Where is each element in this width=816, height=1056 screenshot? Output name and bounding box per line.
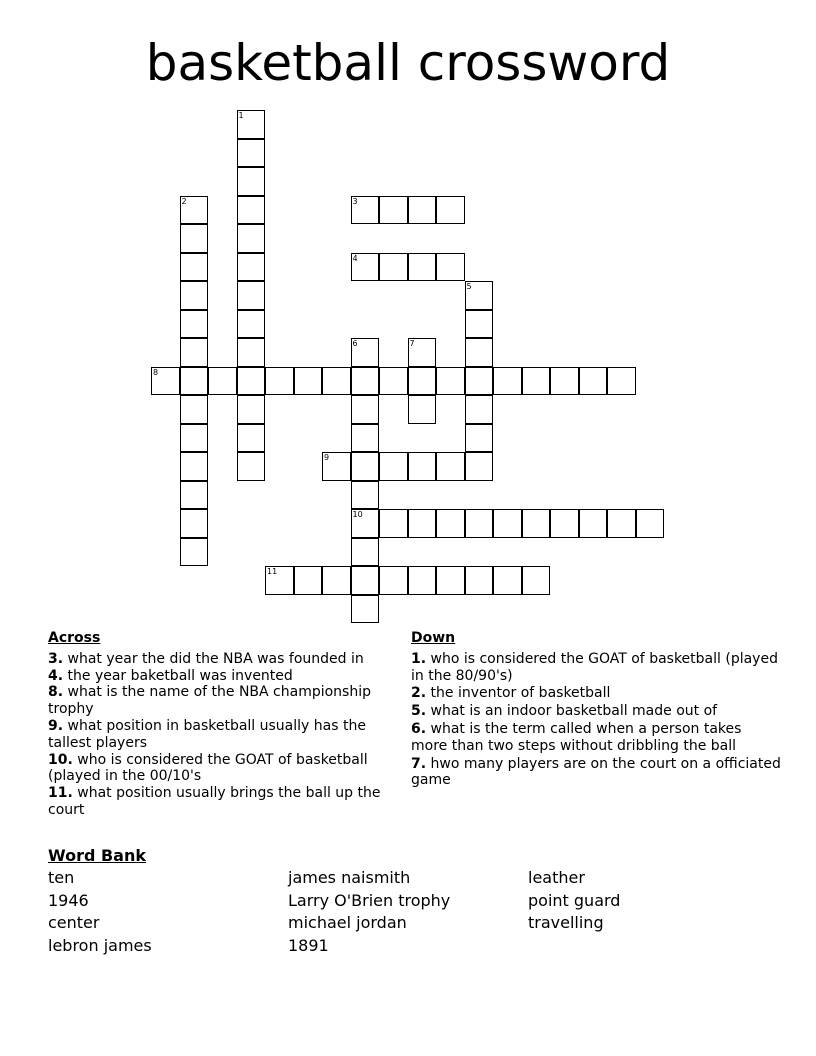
clue-across-10: 10. who is considered the GOAT of basketball (played in the 00/10's [48,751,368,785]
grid-cell[interactable] [237,424,266,453]
clue-number: 6 [352,339,358,348]
grid-cell[interactable] [351,424,380,453]
grid-cell[interactable] [379,452,408,481]
grid-cell[interactable] [579,367,608,396]
word-bank-item: 1946 [48,890,89,910]
clue-number: 7 [409,339,415,348]
grid-cell[interactable] [180,395,209,424]
word-bank-item: james naismith [288,868,411,887]
grid-cell[interactable] [465,310,494,339]
grid-cell[interactable] [379,196,408,225]
grid-cell[interactable] [351,452,380,481]
clue-down-1: 1. who is considered the GOAT of basketball (played in the 80/90's) [411,650,778,684]
word-bank-item: lebron james [48,936,152,956]
grid-cell[interactable] [180,196,209,225]
clue-across-8: 8. what is the name of the NBA championship trophy [48,684,371,718]
grid-cell[interactable] [493,367,522,396]
grid-cell[interactable] [294,367,323,396]
clue-number: 2 [181,196,187,206]
grid-cell[interactable] [379,509,408,538]
grid-cell[interactable] [351,253,380,282]
grid-cell[interactable] [208,367,237,396]
down-clues [411,630,781,790]
grid-cell[interactable] [436,452,465,481]
across-heading: Across [48,630,101,646]
grid-cell[interactable] [237,196,266,225]
grid-cell[interactable] [408,253,437,282]
grid-cell[interactable] [351,509,380,538]
clue-across-4: 4. the year baketball was invented [48,667,293,684]
grid-cell[interactable] [493,566,522,595]
grid-cell[interactable] [522,566,551,595]
word-bank-item: michael jordan [288,913,407,933]
grid-cell[interactable] [522,367,551,396]
word-bank-item: point guard [528,890,621,910]
grid-cell[interactable] [436,253,465,282]
grid-cell[interactable] [237,139,266,168]
clue-number: 8 [153,367,159,377]
grid-cell[interactable] [180,481,209,510]
word-bank-item: leather [528,868,585,887]
grid-cell[interactable] [550,509,579,538]
grid-cell[interactable] [351,338,380,367]
grid-cell[interactable] [322,452,351,481]
clue-down-2: 2. the inventor of basketball [411,685,611,702]
word-bank-item: travelling [528,913,604,933]
grid-cell[interactable] [180,310,209,339]
grid-cell[interactable] [237,395,266,424]
grid-cell[interactable] [180,452,209,481]
grid-cell[interactable] [465,509,494,538]
grid-cell[interactable] [436,196,465,225]
clue-number: 3 [352,196,358,206]
word-bank-item: center [48,913,100,933]
grid-cell[interactable] [436,509,465,538]
grid-cell[interactable] [465,338,494,367]
grid-cell[interactable] [322,367,351,396]
clue-number: 10 [352,510,363,519]
grid-cell[interactable] [379,367,408,396]
grid-cell[interactable] [180,538,209,567]
grid-cell[interactable] [607,367,636,396]
grid-cell[interactable] [408,338,437,367]
grid-cell[interactable] [237,224,266,253]
grid-cell[interactable] [351,367,380,396]
grid-cell[interactable] [408,452,437,481]
clue-down-7: 7. hwo many players are on the court on a officiated game [411,755,781,789]
grid-cell[interactable] [522,509,551,538]
word-bank-item: 1891 [288,936,329,956]
grid-cell[interactable] [237,281,266,310]
grid-cell[interactable] [408,566,437,595]
grid-cell[interactable] [180,367,209,396]
grid-cell[interactable] [465,424,494,453]
grid-cell[interactable] [465,367,494,396]
clue-down-5: 5. what is an indoor basketball made out of [411,703,718,720]
grid-cell[interactable] [265,367,294,396]
across-clues [48,630,398,819]
grid-cell[interactable] [436,566,465,595]
grid-cell[interactable] [550,367,579,396]
clue-down-6: 6. what is the term called when a person takes more than two steps without dribbling the ball [411,720,742,754]
clue-across-3: 3. what year the did the NBA was founded in [48,650,364,667]
grid-cell[interactable] [351,395,380,424]
grid-cell[interactable] [493,509,522,538]
grid-cell[interactable] [636,509,665,538]
grid-cell[interactable] [237,110,266,139]
grid-cell[interactable] [436,367,465,396]
grid-cell[interactable] [579,509,608,538]
grid-cell[interactable] [294,566,323,595]
grid-cell[interactable] [180,424,209,453]
grid-cell[interactable] [237,338,266,367]
grid-cell[interactable] [465,281,494,310]
grid-cell[interactable] [351,538,380,567]
clue-across-11: 11. what position usually brings the ball up the court [48,785,381,818]
grid-cell[interactable] [237,253,266,282]
grid-cell[interactable] [237,167,266,196]
grid-cell[interactable] [379,566,408,595]
grid-cell[interactable] [351,481,380,510]
grid-cell[interactable] [237,310,266,339]
grid-cell[interactable] [151,367,180,396]
grid-cell[interactable] [237,367,266,396]
word-bank-heading: Word Bank [48,846,147,865]
grid-cell[interactable] [180,224,209,253]
grid-cell[interactable] [180,338,209,367]
grid-cell[interactable] [322,566,351,595]
grid-cell[interactable] [465,395,494,424]
word-bank [48,846,768,958]
grid-cell[interactable] [180,281,209,310]
grid-cell[interactable] [607,509,636,538]
word-bank-item: Larry O'Brien trophy [288,890,451,910]
grid-cell[interactable] [465,566,494,595]
grid-cell[interactable] [351,196,380,225]
grid-cell[interactable] [465,452,494,481]
word-bank-item: ten [48,868,75,887]
grid-cell[interactable] [351,595,380,624]
clue-number: 9 [324,453,330,462]
grid-cell[interactable] [180,253,209,282]
grid-cell[interactable] [379,253,408,282]
grid-cell[interactable] [408,395,437,424]
puzzle-title: basketball crossword [145,34,671,92]
grid-cell[interactable] [180,509,209,538]
clue-number: 5 [466,282,472,291]
down-heading: Down [411,630,456,646]
grid-cell[interactable] [408,367,437,396]
grid-cell[interactable] [408,196,437,225]
clue-number: 4 [352,253,358,263]
grid-cell[interactable] [237,452,266,481]
clue-number: 1 [238,111,244,120]
clue-number: 11 [267,567,278,576]
grid-cell[interactable] [265,566,294,595]
grid-cell[interactable] [351,566,380,595]
clue-across-9: 9. what position in basketball usually has the tallest players [48,717,366,751]
grid-cell[interactable] [408,509,437,538]
